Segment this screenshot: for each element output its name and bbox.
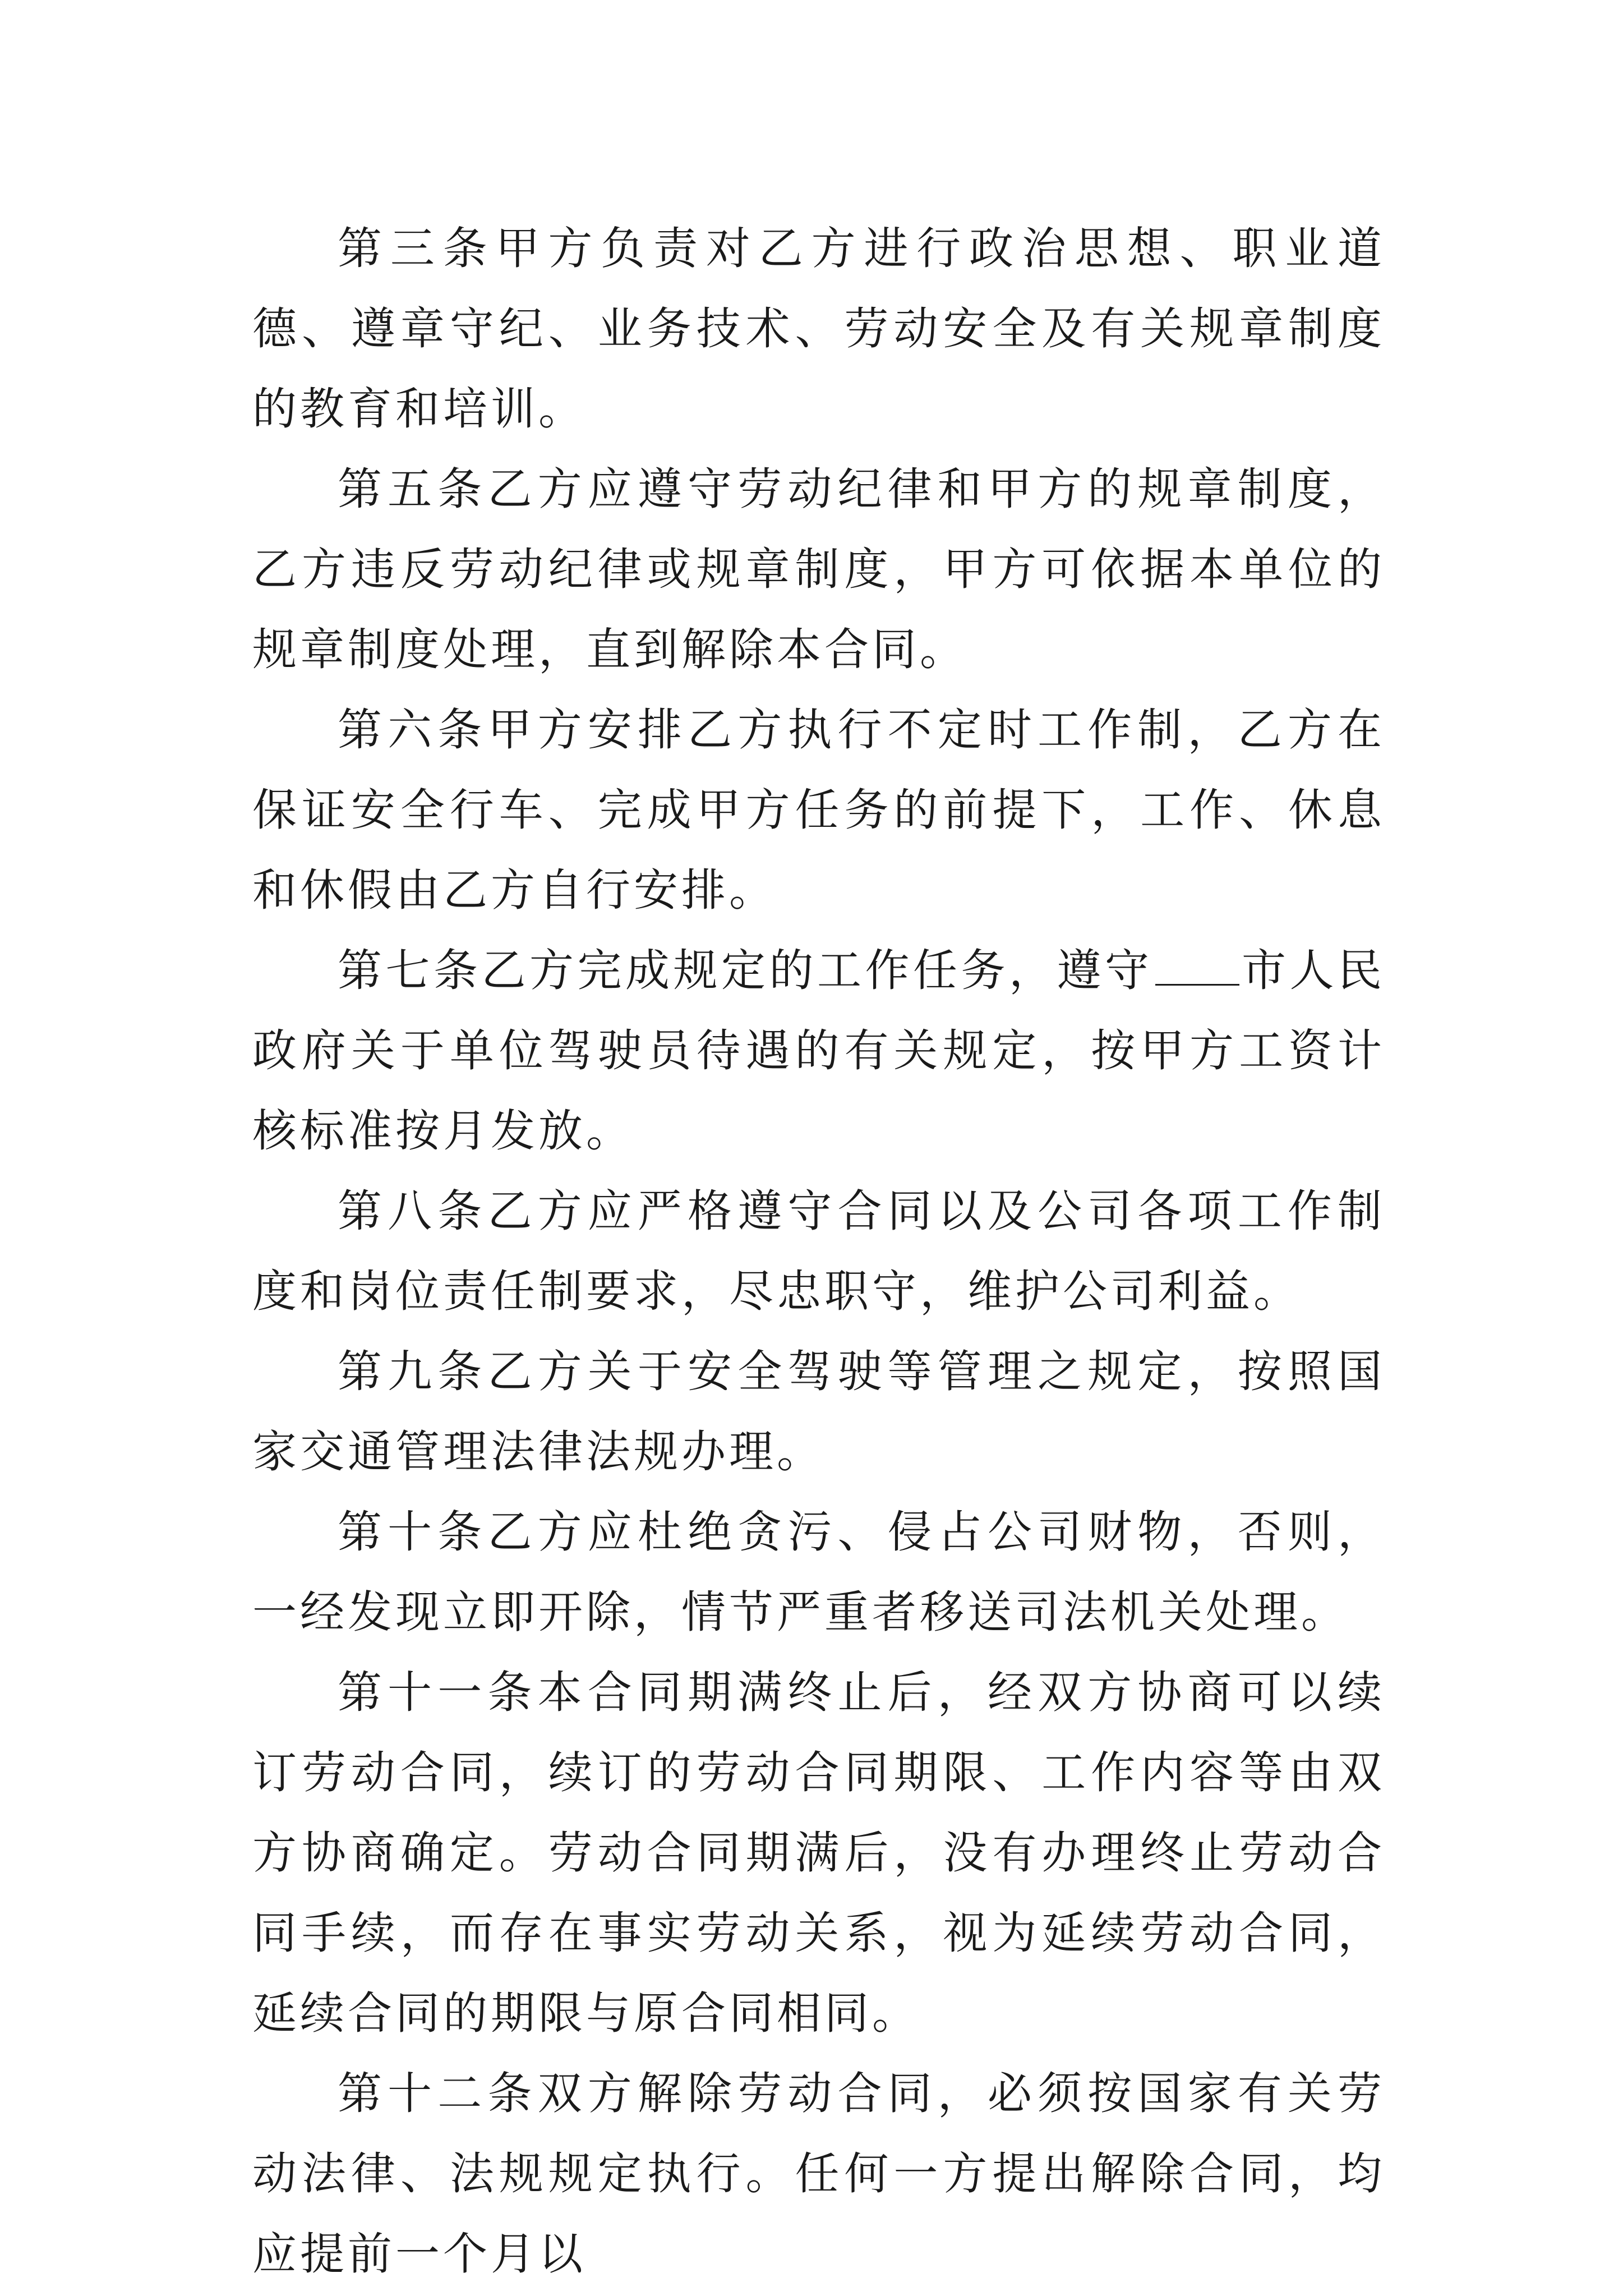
contract-body (252, 209, 1385, 2294)
clause-7-text-after: 市人民政府关于单位驾驶员待遇的有关规定，按甲方工资计核标准按月发放。 (252, 945, 1385, 1157)
clause-6: 第六条甲方安排乙方执行不定时工作制，乙方在保证安全行车、完成甲方任务的前提下，工作、休息和休假由乙方自行安排。 (252, 704, 1385, 916)
clause-10: 第十条乙方应杜绝贪污、侵占公司财物，否则，一经发现立即开除，情节严重者移送司法机关处理。 (252, 1506, 1385, 1638)
clause-12: 第十二条双方解除劳动合同，必须按国家有关劳动法律、法规规定执行。任何一方提出解除合同，均应提前一个月以 (252, 2068, 1385, 2280)
clause-5: 第五条乙方应遵守劳动纪律和甲方的规章制度，乙方违反劳动纪律或规章制度，甲方可依据本单位的规章制度处理，直到解除本合同。 (252, 463, 1385, 675)
clause-9: 第九条乙方关于安全驾驶等管理之规定，按照国家交通管理法律法规办理。 (252, 1346, 1385, 1478)
clause-7 (252, 931, 1385, 1171)
fill-in-blank (1155, 951, 1239, 986)
clause-11: 第十一条本合同期满终止后，经双方协商可以续订劳动合同，续订的劳动合同期限、工作内容等由双方协商确定。劳动合同期满后，没有办理终止劳动合同手续，而存在事实劳动关系，视为延续劳动合同，延续合同的期限与原合同相同。 (252, 1667, 1385, 2039)
clause-3: 第三条甲方负责对乙方进行政治思想、职业道德、遵章守纪、业务技术、劳动安全及有关规章制度的教育和培训。 (252, 223, 1385, 435)
clause-8: 第八条乙方应严格遵守合同以及公司各项工作制度和岗位责任制要求，尽忠职守，维护公司利益。 (252, 1185, 1385, 1317)
clause-7-text-before: 第七条乙方完成规定的工作任务，遵守 (338, 945, 1153, 996)
